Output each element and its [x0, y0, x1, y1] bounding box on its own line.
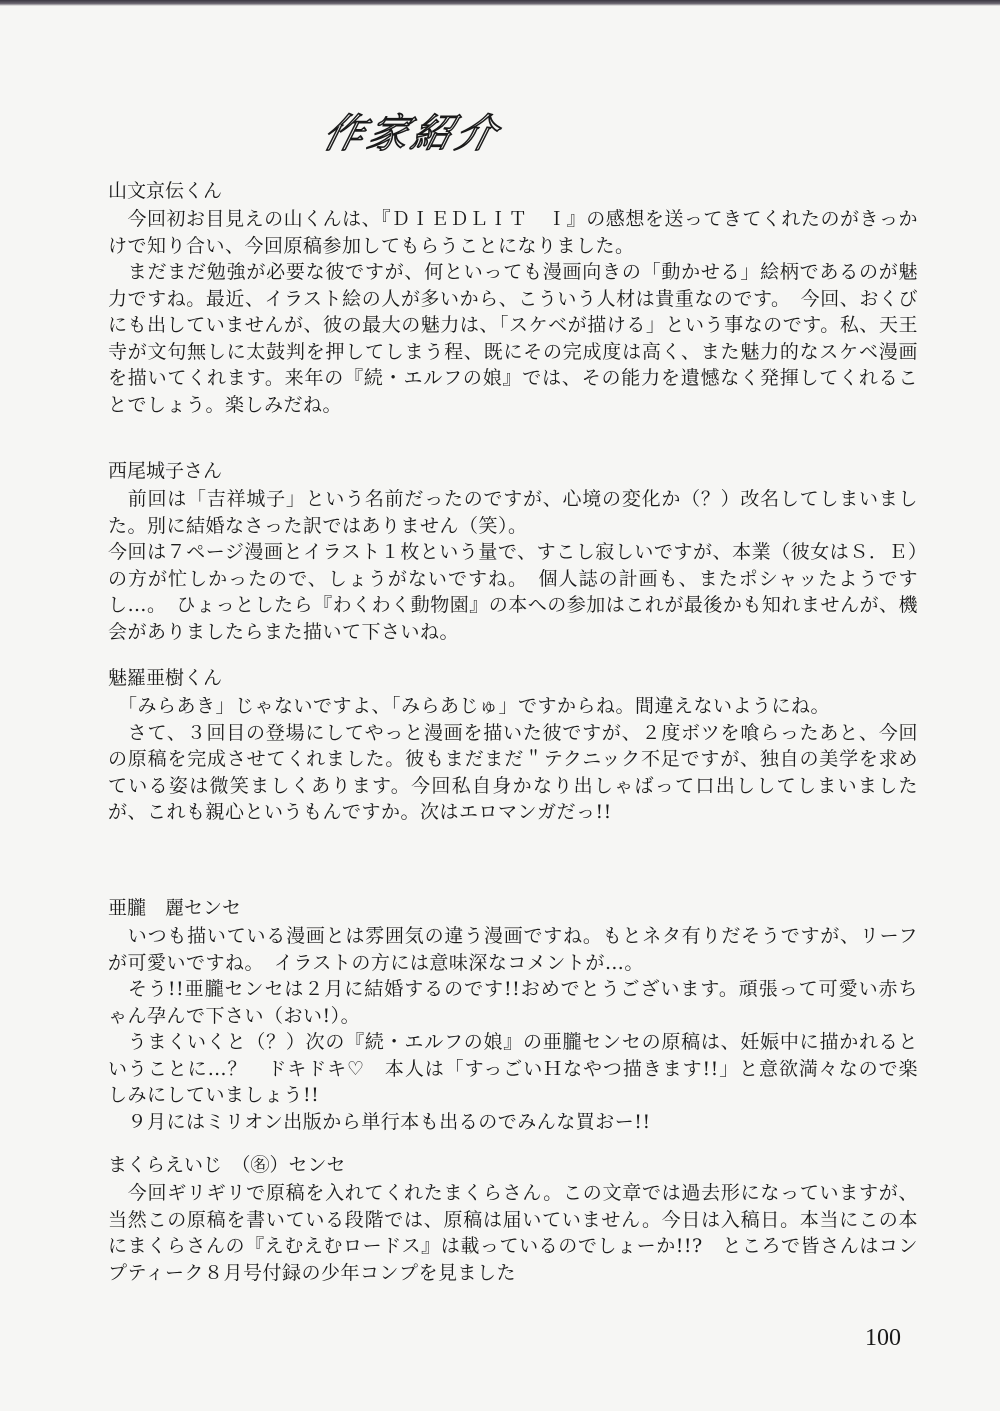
page-title: 作家紹介	[318, 111, 506, 157]
profile-arou	[108, 893, 918, 1135]
profile-paragraph: さて、３回目の登場にしてやっと漫画を描いた彼ですが、２度ボツを喰らったあと、今回の原稿を完成させてくれました。彼もまだまだ＂テクニック不足ですが、独自の美学を求めている姿は微笑ましくあります。今回私自身かなり出しゃばって口出ししてしまいましたが、これも親心というもんですか。次はエロマンガだっ!!	[108, 721, 918, 823]
page-top-edge	[0, 0, 1000, 6]
profile-miraaju	[108, 663, 918, 826]
profile-paragraph: いつも描いている漫画とは雰囲気の違う漫画ですね。もとネタ有りだそうですが、リーフが可愛いですね。 イラストの方には意味深なコメントが…。	[108, 925, 918, 974]
profile-name: 魅羅亜樹くん	[108, 667, 223, 689]
profile-name: まくらえいじ （㊔）センセ	[108, 1154, 346, 1176]
profile-name: 亜朧 麗センセ	[108, 897, 242, 919]
profile-paragraph: 前回は「吉祥城子」という名前だったのですが、心境の変化か（？）改名してしまいました。別に結婚なさった訳ではありません（笑）。	[108, 488, 918, 537]
profile-makura	[108, 1150, 918, 1286]
page-number: 100	[865, 1325, 901, 1351]
profile-paragraph: うまくいくと（？）次の『続・エルフの娘』の亜朧センセの原稿は、妊娠中に描かれるということに…？ ドキドキ♡ 本人は「すっごいＨなやつ描きます!!」と意欲満々なので楽しみにしていましょう!!	[108, 1031, 918, 1106]
profile-paragraph: そう!!亜朧センセは２月に結婚するのです!!おめでとうございます。頑張って可愛い赤ちゃん孕んで下さい（おい!）。	[108, 978, 918, 1027]
profile-paragraph: 今回初お目見えの山くんは、『ＤＩＥＤＬＩＴ Ｉ』の感想を送ってきてくれたのがきっかけで知り合い、今回原稿参加してもらうことになりました。	[108, 208, 918, 257]
profile-paragraph: 「みらあき」じゃないですよ、「みらあじゅ」ですからね。間違えないようにね。	[108, 695, 831, 717]
profile-paragraph: まだまだ勉強が必要な彼ですが、何といっても漫画向きの「動かせる」絵柄であるのが魅力ですね。最近、イラスト絵の人が多いから、こういう人材は貴重なのです。 今回、おくびにも出していませんが、彼の最大の魅力は、「スケベが描ける」という事なのです。私、天王寺が文句無しに太鼓判を押してしまう程、既にその完成度は高く、また魅力的なスケベ漫画を描いてくれます。来年の『続・エルフの娘』では、その能力を遺憾なく発揮してくれることでしょう。楽しみだね。	[108, 261, 918, 416]
profile-yamabumi	[108, 176, 918, 418]
profile-name: 西尾城子さん	[108, 460, 223, 482]
profile-paragraph: ９月にはミリオン出版から単行本も出るのでみんな買おー!!	[108, 1110, 651, 1133]
profile-name: 山文京伝くん	[108, 180, 223, 202]
profile-paragraph: 今回ギリギリで原稿を入れてくれたまくらさん。この文章では過去形になっていますが、当然この原稿を書いている段階では、原稿は届いていません。今日は入稿日。本当にこの本にまくらさんの『えむえむロードス』は載っているのでしょーか!!? ところで皆さんはコンプティーク８月号付録の少年コンプを見ました	[108, 1182, 918, 1284]
profile-nishio	[108, 456, 918, 645]
profile-paragraph: 今回は７ページ漫画とイラスト１枚という量で、すこし寂しいですが、本業（彼女はＳ．Ｅ）の方が忙しかったので、しょうがないですね。 個人誌の計画も、またポシャッたようですし…。 ひょっとしたら『わくわく動物園』の本への参加はこれが最後かも知れませんが、機会がありましたらまた描いて下さいね。	[108, 541, 918, 643]
